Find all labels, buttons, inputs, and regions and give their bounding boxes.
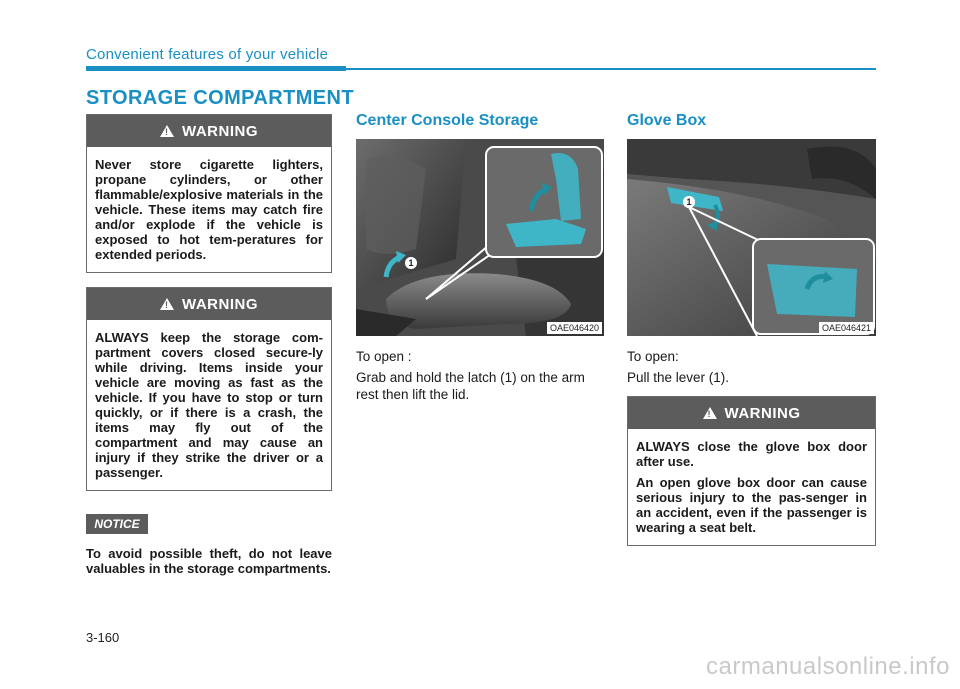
glove-box-photo — [627, 139, 876, 336]
warning-paragraph: ALWAYS keep the storage com-partment covers closed secure-ly while driving. Items inside your vehicle are moving as fast as the vehicle. If you have to stop or turn quickly, or if there is a crash, the items may fly out of the compartment and may cause an injury if they strike the driver or a passenger. — [95, 330, 323, 480]
warning-triangle-icon: ! — [160, 125, 174, 137]
warning-paragraph: ALWAYS close the glove box door after use. — [636, 439, 867, 469]
warning-body — [628, 429, 875, 545]
center-console-instructions — [356, 348, 604, 407]
center-console-photo — [356, 139, 604, 336]
warning-label: WARNING — [182, 122, 258, 140]
glove-box-illustration — [627, 139, 876, 336]
warning-header — [87, 115, 331, 147]
warning-box-glove-box — [627, 396, 876, 546]
warning-label: WARNING — [724, 404, 801, 422]
warning-box-flammables — [86, 114, 332, 273]
warning-header — [628, 397, 875, 429]
glove-box-instructions — [627, 348, 876, 390]
section-header: Convenient features of your vehicle — [86, 46, 329, 63]
glove-box-title: Glove Box — [627, 112, 707, 129]
callout-number: 1 — [405, 257, 417, 269]
watermark: carmanualsonline.info — [706, 653, 950, 680]
image-code: OAE046420 — [547, 322, 602, 334]
warning-paragraph: An open glove box door can cause serious injury to the pas-senger in an accident, even if the passenger is wearing a seat belt. — [636, 475, 867, 535]
header-rule-thin — [346, 68, 876, 70]
warning-label: WARNING — [182, 295, 258, 313]
instruction-line: Pull the lever (1). — [627, 370, 730, 385]
warning-triangle-icon: ! — [703, 407, 717, 419]
center-console-illustration — [356, 139, 604, 336]
warning-header — [87, 288, 331, 320]
warning-body — [87, 320, 331, 490]
instruction-line: To open : — [356, 349, 412, 364]
page-number: 3-160 — [86, 630, 120, 645]
page-title: STORAGE COMPARTMENT — [86, 87, 354, 109]
instruction-line: To open: — [627, 349, 679, 364]
warning-box-covers-closed — [86, 287, 332, 491]
image-code: OAE046421 — [819, 322, 874, 334]
warning-triangle-icon: ! — [160, 298, 174, 310]
center-console-title: Center Console Storage — [356, 112, 539, 129]
warning-body — [87, 147, 331, 272]
notice-text: To avoid possible theft, do not leave valuables in the storage compartments. — [86, 546, 332, 576]
warning-paragraph: Never store cigarette lighters, propane cylinders, or other flammable/explosive materials in the vehicle. These items may catch fire and/or explode if the vehicle is exposed to hot tem-peratures for extended periods. — [95, 157, 323, 262]
instruction-line: Grab and hold the latch (1) on the arm rest then lift the lid. — [356, 370, 585, 402]
header-rule-thick — [86, 66, 346, 71]
callout-number: 1 — [683, 196, 695, 208]
notice-badge: NOTICE — [86, 514, 148, 534]
